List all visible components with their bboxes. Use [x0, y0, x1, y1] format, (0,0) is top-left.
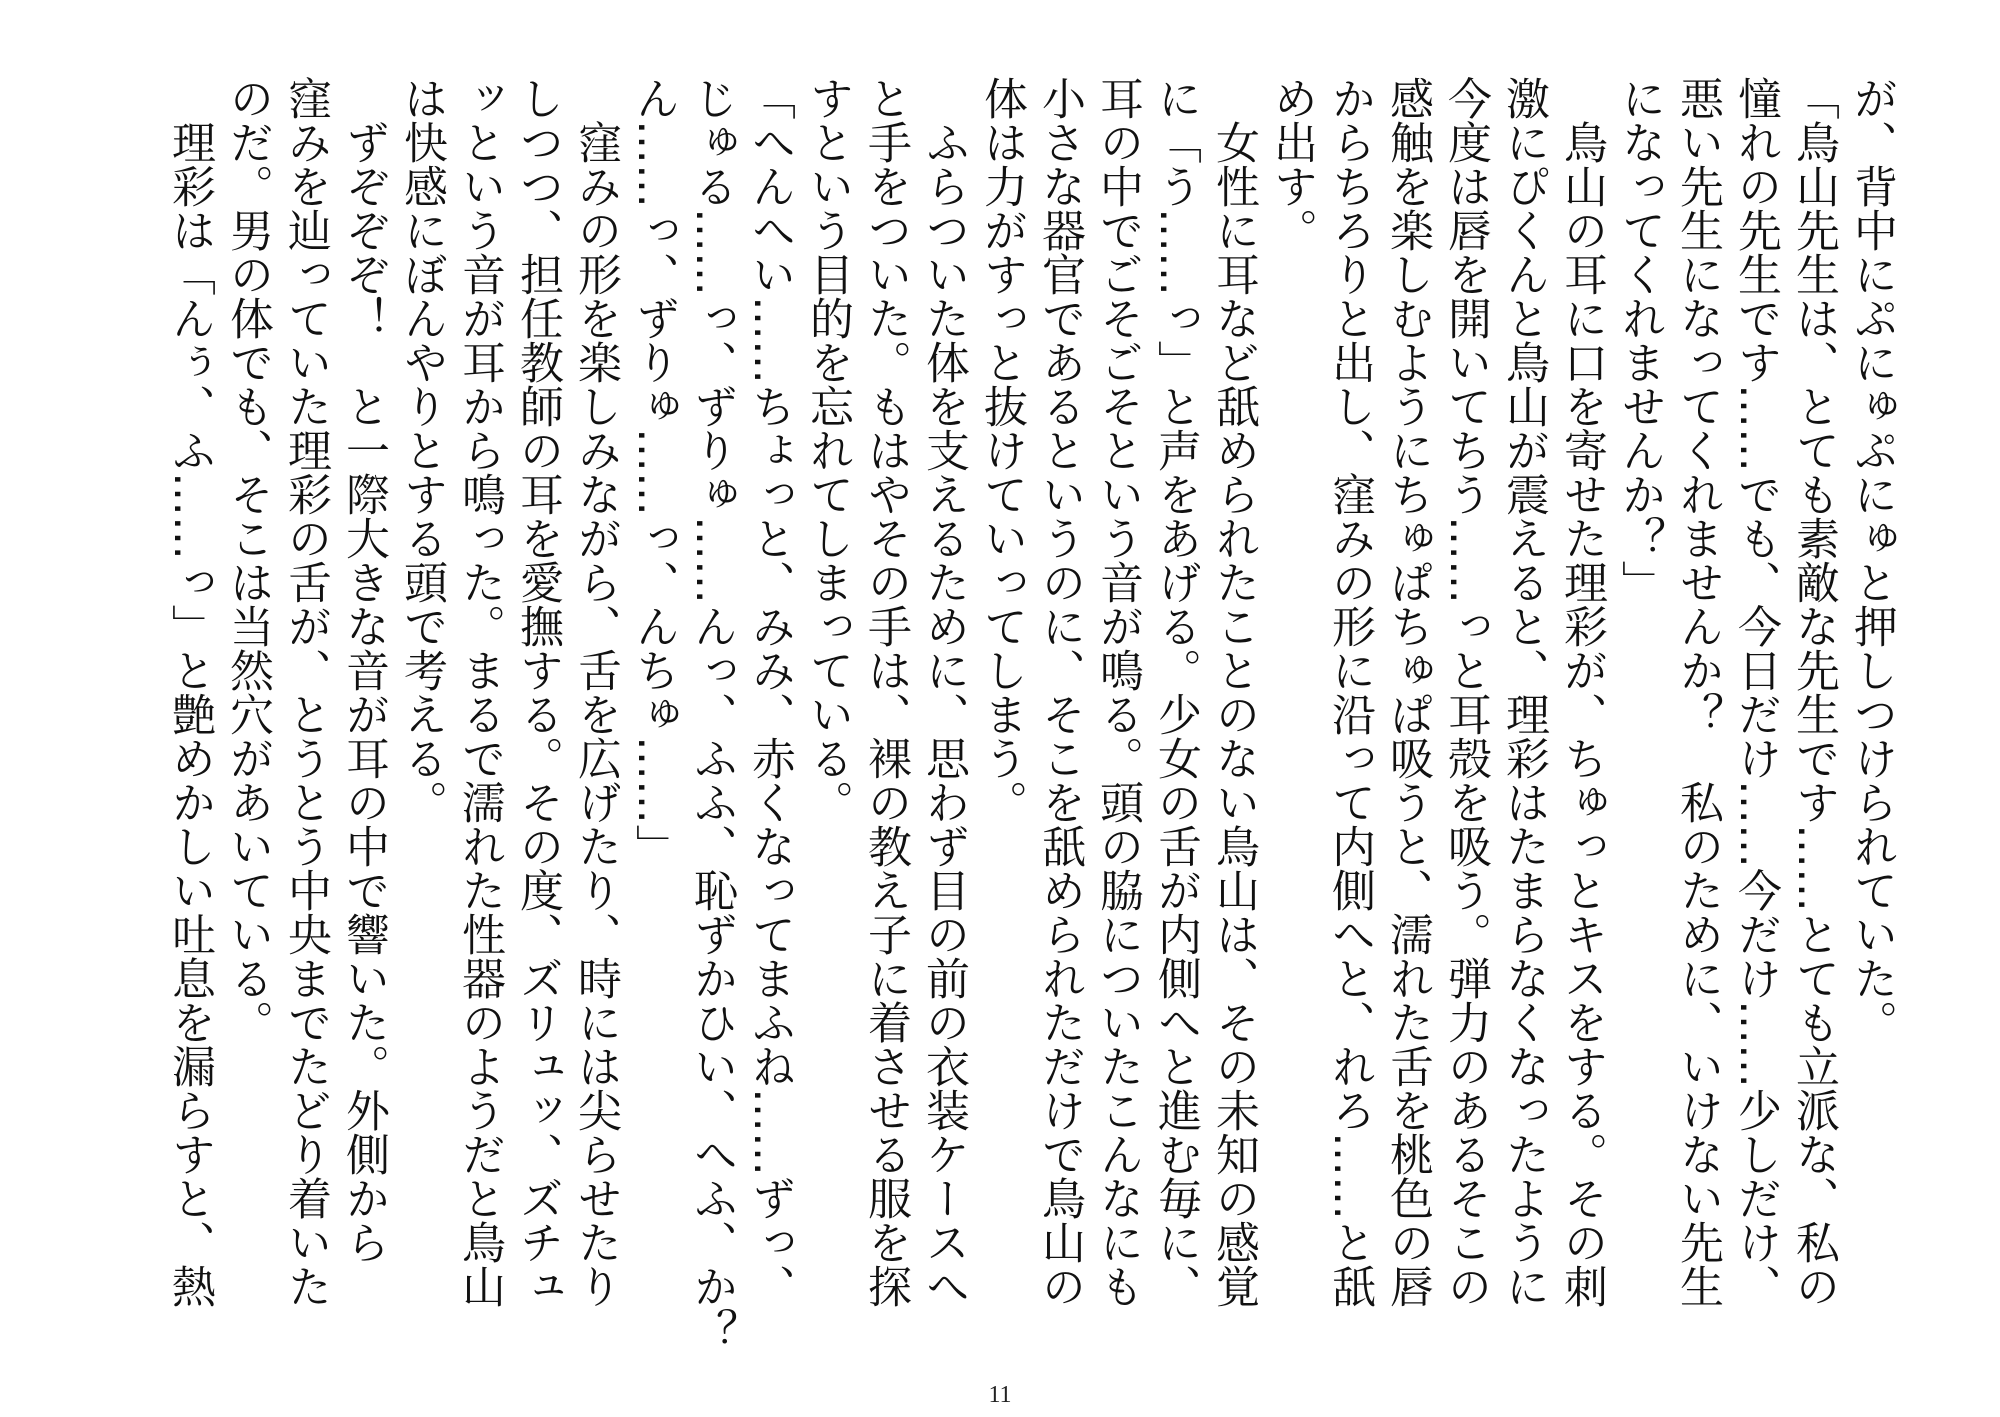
text-column: ッという音が耳から鳴った。まるで濡れた性器のようだと鳥山: [454, 76, 505, 1308]
text-column: からちろりと出し、窪みの形に沿って内側へと、れろ……と舐: [1324, 76, 1375, 1308]
text-column: 憧れの先生です……でも、今日だけ……今だけ……少しだけ、: [1730, 76, 1781, 1308]
text-column: 激にぴくんと鳥山が震えると、理彩はたまらなくなったように: [1498, 76, 1549, 1308]
text-column: しつつ、担任教師の耳を愛撫する。その度、ズリュッ、ズチュ: [512, 76, 563, 1308]
text-column: 感触を楽しむようにちゅぱちゅぱ吸うと、濡れた舌を桃色の唇: [1382, 76, 1433, 1308]
text-column: 理彩は「んぅ、ふ……っ」と艶めかしい吐息を漏らすと、熱: [164, 76, 215, 1308]
text-column: ん……っ、ずりゅ……っ、んちゅ……」: [628, 76, 679, 868]
page-number: 11: [988, 1382, 1012, 1408]
text-column: 耳の中でごそごそという音が鳴る。頭の脇についたこんなにも: [1092, 76, 1143, 1308]
text-column: ずぞぞぞ！ と一際大きな音が耳の中で響いた。外側から: [338, 76, 389, 1264]
text-column: 「鳥山先生は、とても素敵な先生です……とても立派な、私の: [1788, 76, 1839, 1308]
text-column: 体は力がすっと抜けていってしまう。: [976, 76, 1027, 824]
text-column: 今度は唇を開いてちう……っと耳殻を吸う。弾力のあるそこの: [1440, 76, 1491, 1308]
text-column: 「へんへい……ちょっと、みみ、赤くなってまふね……ずっ、: [744, 76, 795, 1308]
text-column: のだ。男の体でも、そこは当然穴があいている。: [222, 76, 273, 1044]
text-column: に「う……っ」と声をあげる。少女の舌が内側へと進む毎に、: [1150, 76, 1201, 1308]
text-column: 窪みの形を楽しみながら、舌を広げたり、時には尖らせたり: [570, 76, 621, 1308]
text-column: め出す。: [1266, 76, 1317, 252]
text-column: になってくれませんか？」: [1614, 76, 1665, 604]
text-column: 女性に耳など舐められたことのない鳥山は、その未知の感覚: [1208, 76, 1259, 1308]
text-column: 悪い先生になってくれませんか？ 私のために、いけない先生: [1672, 76, 1723, 1308]
text-column: と手をついた。もはやその手は、裸の教え子に着させる服を探: [860, 76, 911, 1308]
vertical-body-text: [160, 76, 1900, 1352]
text-column: が、背中にぷにゅぷにゅと押しつけられていた。: [1846, 76, 1897, 1044]
text-column: すという目的を忘れてしまっている。: [802, 76, 853, 824]
text-column: ふらついた体を支えるために、思わず目の前の衣装ケースへ: [918, 76, 969, 1308]
text-column: は快感にぼんやりとする頭で考える。: [396, 76, 447, 824]
text-column: じゅる……っ、ずりゅ……んっ、ふふ、恥ずかひい、へふ、か？: [686, 76, 737, 1352]
text-column: 窪みを辿っていた理彩の舌が、とうとう中央までたどり着いた: [280, 76, 331, 1308]
text-column: 鳥山の耳に口を寄せた理彩が、ちゅっとキスをする。その刺: [1556, 76, 1607, 1308]
text-column: 小さな器官であるというのに、そこを舐められただけで鳥山の: [1034, 76, 1085, 1308]
